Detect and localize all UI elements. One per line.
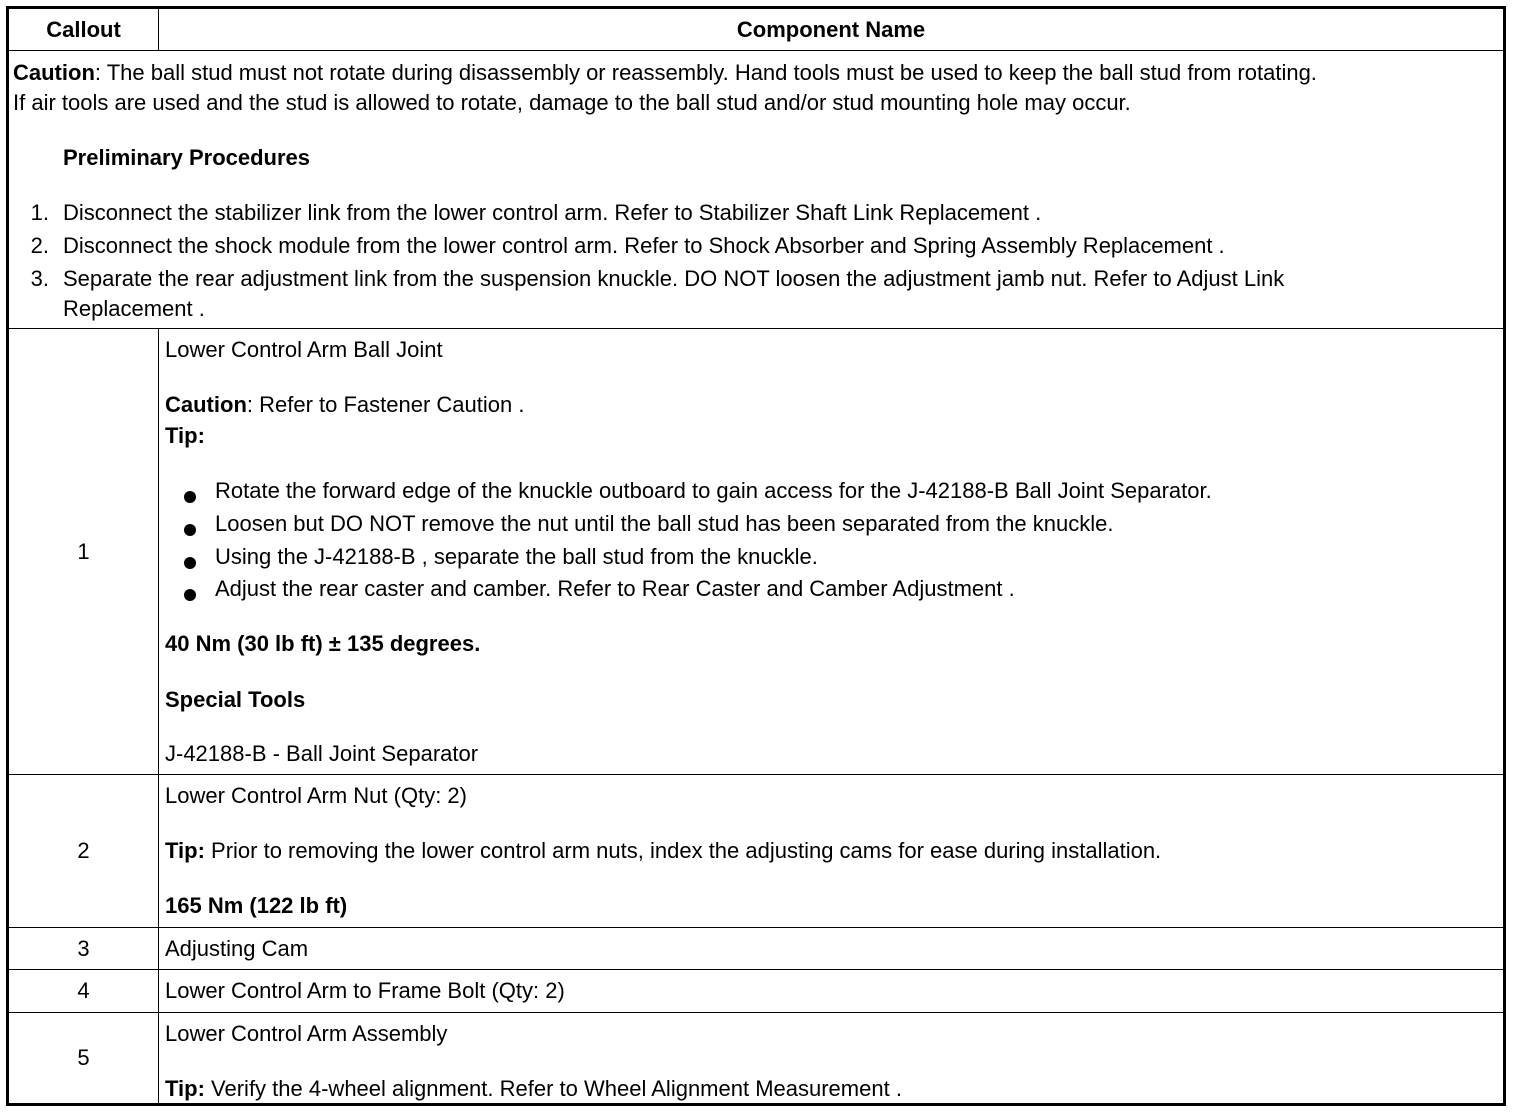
- component-cell: [159, 928, 1503, 969]
- table-row: [9, 329, 1503, 775]
- caution-text: : Refer to Fastener Caution .: [246, 392, 525, 417]
- caution-label: Caution: [165, 392, 247, 417]
- component-name: Lower Control Arm Assembly: [165, 1021, 448, 1046]
- caution-text-1: : The ball stud must not rotate during disassembly or reassembly. Hand tools must be used to keep the ball stud from rotating.: [94, 60, 1317, 85]
- tip-line: [165, 1076, 902, 1102]
- special-tool-item: J-42188-B - Ball Joint Separator: [165, 741, 479, 766]
- torque-spec: 165 Nm (122 lb ft): [165, 893, 348, 918]
- caution-line: [165, 392, 524, 418]
- component-name-header-cell: [159, 9, 1503, 50]
- callout-cell: 4: [9, 970, 159, 1012]
- caution-line-1: [13, 60, 1317, 86]
- step-3-text: Separate the rear adjustment link from the suspension knuckle. DO NOT loosen the adjustment jamb nut. Refer to Adjust Link: [63, 266, 1285, 291]
- table-row: [9, 1013, 1503, 1103]
- table-header-row: [9, 9, 1503, 51]
- step-2-text: Disconnect the shock module from the lower control arm. Refer to Shock Absorber and Spring Assembly Replacement .: [63, 233, 1225, 258]
- step-1-number: 1.: [30, 200, 49, 225]
- callout-cell: 2: [9, 775, 159, 927]
- step-2-number: 2.: [30, 233, 49, 258]
- caution-label: Caution: [13, 60, 95, 85]
- bullet-text-1: Rotate the forward edge of the knuckle outboard to gain access for the J-42188-B Ball Joint Separator.: [215, 478, 1212, 503]
- tip-line: [165, 838, 1161, 864]
- tip-label: Tip:: [165, 423, 205, 448]
- component-cell: [159, 775, 1503, 927]
- component-name: Lower Control Arm to Frame Bolt (Qty: 2): [165, 978, 565, 1003]
- table-row: [9, 928, 1503, 970]
- step-3-text-cont: Replacement .: [63, 296, 205, 321]
- component-name-column-header: Component Name: [736, 17, 926, 42]
- component-cell: [159, 970, 1503, 1012]
- callout-cell: 5: [9, 1013, 159, 1103]
- bullet-text-3: Using the J-42188-B , separate the ball stud from the knuckle.: [215, 544, 818, 569]
- bullet-icon: [184, 491, 196, 503]
- torque-spec: 40 Nm (30 lb ft) ± 135 degrees.: [165, 631, 481, 656]
- tip-text: Verify the 4-wheel alignment. Refer to Wheel Alignment Measurement .: [204, 1076, 902, 1101]
- step-1-text: Disconnect the stabilizer link from the lower control arm. Refer to Stabilizer Shaft Link Replacement .: [63, 200, 1042, 225]
- tip-label: Tip:: [165, 1076, 205, 1101]
- preliminary-row: [9, 51, 1503, 329]
- special-tools-title: Special Tools: [165, 687, 306, 712]
- bullet-icon: [184, 557, 196, 569]
- caution-line-2: If air tools are used and the stud is allowed to rotate, damage to the ball stud and/or stud mounting hole may occur.: [13, 90, 1131, 115]
- bullet-text-2: Loosen but DO NOT remove the nut until the ball stud has been separated from the knuckle.: [215, 511, 1114, 536]
- component-cell: [159, 1013, 1503, 1103]
- callout-cell: 1: [9, 329, 159, 774]
- preliminary-title: Preliminary Procedures: [63, 145, 311, 170]
- bullet-text-4: Adjust the rear caster and camber. Refer to Rear Caster and Camber Adjustment .: [215, 576, 1015, 601]
- component-name: Lower Control Arm Ball Joint: [165, 337, 443, 362]
- callout-cell: 3: [9, 928, 159, 969]
- procedure-table: [6, 6, 1506, 1106]
- component-name: Lower Control Arm Nut (Qty: 2): [165, 783, 467, 808]
- tip-text: Prior to removing the lower control arm nuts, index the adjusting cams for ease during installation.: [204, 838, 1162, 863]
- bullet-icon: [184, 589, 196, 601]
- callout-column-header: Callout: [9, 9, 159, 50]
- table-row: [9, 970, 1503, 1013]
- bullet-icon: [184, 524, 196, 536]
- step-3-number: 3.: [30, 266, 49, 291]
- table-row: [9, 775, 1503, 928]
- component-cell: [159, 329, 1503, 774]
- component-name: Adjusting Cam: [165, 936, 309, 961]
- tip-label: Tip:: [165, 838, 205, 863]
